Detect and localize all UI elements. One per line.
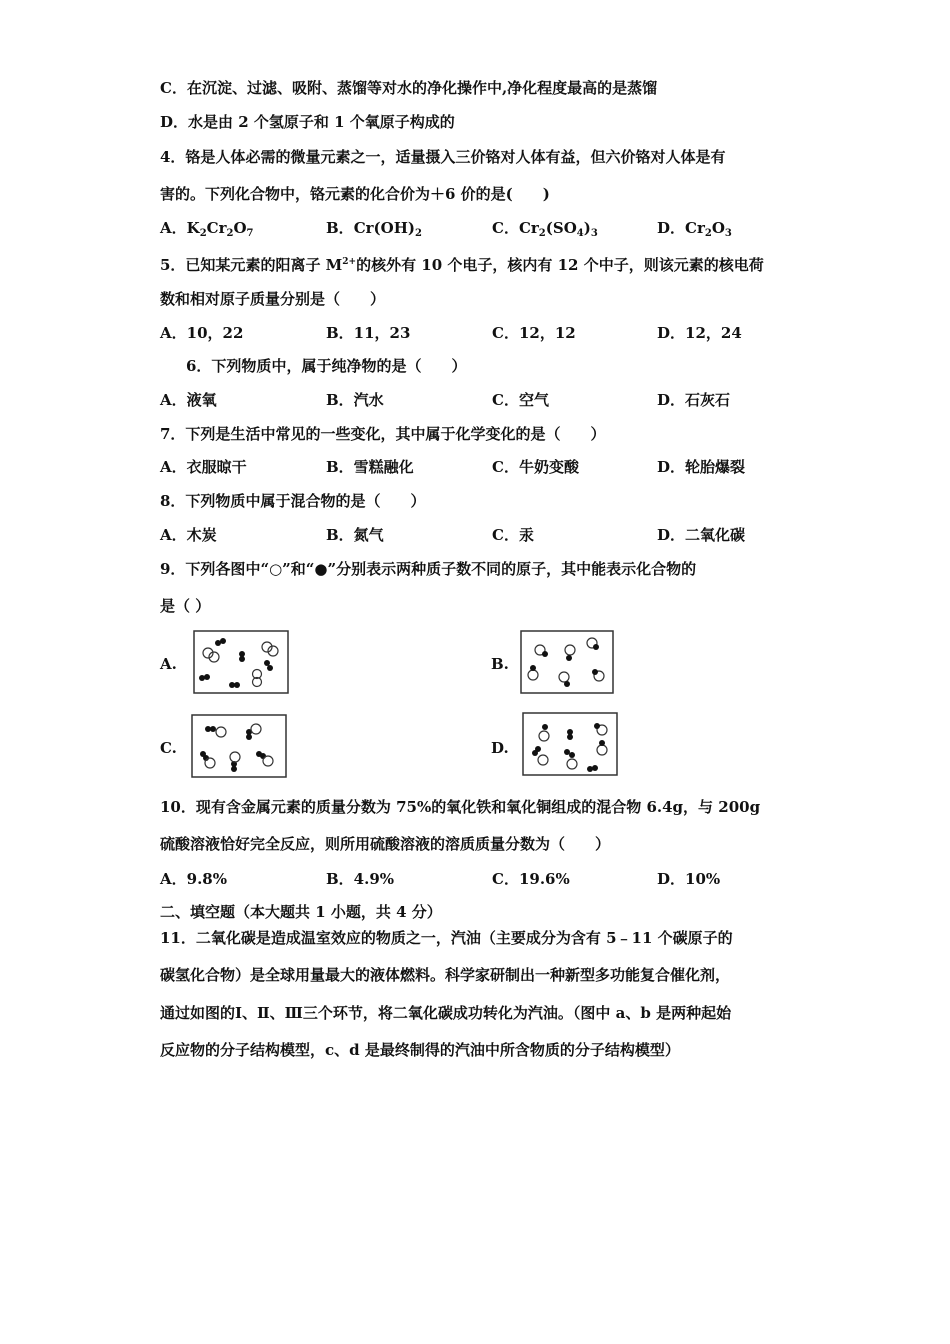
q7-option-d: D．轮胎爆裂 <box>657 458 746 476</box>
q6-option-d: D．石灰石 <box>657 391 731 409</box>
q7-option-b: B．雪糕融化 <box>326 458 414 476</box>
formula-part: O <box>233 219 247 237</box>
q3-option-c: C．在沉淀、过滤、吸附、蒸馏等对水的净化操作中,净化程度最高的是蒸馏 <box>160 79 658 97</box>
formula-subscript: 4 <box>576 228 584 239</box>
q9-fig-label-c: C. <box>160 739 177 757</box>
formula-part: K <box>186 219 200 237</box>
formula-subscript: 3 <box>590 228 598 239</box>
formula-subscript: 2 <box>226 228 234 239</box>
option-label: A． <box>160 219 187 237</box>
q9-figure-a <box>193 630 289 694</box>
q6-option-c: C．空气 <box>492 391 549 409</box>
q10-option-a: A．9.8% <box>160 870 227 888</box>
q9-fig-label-d: D. <box>491 739 509 757</box>
q10-option-d: D．10% <box>657 870 721 888</box>
option-label: C． <box>492 219 519 237</box>
q8-stem: 8．下列物质中属于混合物的是（ ） <box>160 492 426 510</box>
q3-option-d: D．水是由 2 个氢原子和 1 个氧原子构成的 <box>160 113 455 131</box>
q5-option-b: B．11，23 <box>326 324 411 342</box>
q8-option-d: D．二氧化碳 <box>657 526 746 544</box>
q5-stem-line2: 数和相对原子质量分别是（ ） <box>160 290 386 308</box>
q9-figure-c <box>191 714 287 778</box>
q11-stem-line2: 碳氢化合物）是全球用量最大的液体燃料。科学家研制出一种新型多功能复合催化剂， <box>160 966 731 984</box>
q9-stem-line1: 9．下列各图中“○”和“●”分别表示两种质子数不同的原子，其中能表示化合物的 <box>160 560 697 578</box>
q7-option-a: A．衣服晾干 <box>160 458 247 476</box>
q9-fig-label-a: A. <box>160 655 177 673</box>
q6-option-b: B．汽水 <box>326 391 384 409</box>
q4-option-d <box>657 218 732 244</box>
q4-stem-line2: 害的。下列化合物中，铬元素的化合价为＋6 价的是( ) <box>160 185 550 203</box>
formula-part: Cr <box>685 219 705 237</box>
q10-option-c: C．19.6% <box>492 870 570 888</box>
formula-part: Cr <box>206 219 227 237</box>
q4-option-a <box>160 218 254 244</box>
q8-option-a: A．木炭 <box>160 526 217 544</box>
q4-stem-line1: 4．铬是人体必需的微量元素之一，适量摄入三价铬对人体有益，但六价铬对人体是有 <box>160 148 726 166</box>
q9-figure-d <box>522 712 618 778</box>
option-label: D． <box>657 219 686 237</box>
q9-fig-label-b: B. <box>491 655 509 673</box>
q9-stem-line2: 是（ ） <box>160 597 211 615</box>
q5-option-d: D．12，24 <box>657 324 742 342</box>
ion-charge: 2+ <box>342 257 357 267</box>
formula-part: ) <box>583 219 591 237</box>
section-heading-fill-in: 二、填空题（本大题共 1 小题，共 4 分） <box>160 903 442 921</box>
formula-part: (SO <box>545 219 577 237</box>
q6-stem: 6．下列物质中，属于纯净物的是（ ） <box>186 357 467 375</box>
q4-option-c <box>492 218 598 244</box>
formula-subscript: 7 <box>246 228 254 239</box>
q11-stem-line3: 通过如图的Ⅰ、Ⅱ、Ⅲ三个环节，将二氧化碳成功转化为汽油。（图中 a、b 是两种起始 <box>160 1004 732 1022</box>
formula-subscript: 2 <box>538 228 546 239</box>
option-label: B． <box>326 219 354 237</box>
q7-option-c: C．牛奶变酸 <box>492 458 579 476</box>
q11-stem-line1: 11．二氧化碳是造成温室效应的物质之一，汽油（主要成分为含有 5﹣11 个碳原子的 <box>160 929 733 947</box>
q5-option-c: C．12，12 <box>492 324 576 342</box>
formula-subscript: 3 <box>724 228 732 239</box>
q9-figure-b <box>520 630 614 694</box>
q10-stem-line2: 硫酸溶液恰好完全反应，则所用硫酸溶液的溶质质量分数为（ ） <box>160 835 611 853</box>
q4-option-b <box>326 218 422 244</box>
q10-stem-line1: 10．现有含金属元素的质量分数为 75%的氧化铁和氧化铜组成的混合物 6.4g，与 200g <box>160 798 761 816</box>
q8-option-b: B．氮气 <box>326 526 384 544</box>
q7-stem: 7．下列是生活中常见的一些变化，其中属于化学变化的是（ ） <box>160 425 606 443</box>
formula-part: O <box>711 219 725 237</box>
formula-subscript: 2 <box>199 228 207 239</box>
formula-part: Cr <box>518 219 539 237</box>
formula-subscript: 2 <box>704 228 712 239</box>
formula-subscript: 2 <box>414 228 422 239</box>
q5-stem-text: 的核外有 10 个电子，核内有 12 个中子，则该元素的核电荷 <box>356 256 764 274</box>
q5-option-a: A．10，22 <box>160 324 244 342</box>
q6-option-a: A．液氧 <box>160 391 217 409</box>
q8-option-c: C．汞 <box>492 526 534 544</box>
q5-stem-text: 5．已知某元素的阳离子 M <box>160 256 343 274</box>
formula-part: Cr(OH) <box>353 219 415 237</box>
q5-stem-line1 <box>160 252 764 275</box>
q10-option-b: B．4.9% <box>326 870 395 888</box>
q11-stem-line4: 反应物的分子结构模型，c、d 是最终制得的汽油中所含物质的分子结构模型） <box>160 1041 680 1059</box>
